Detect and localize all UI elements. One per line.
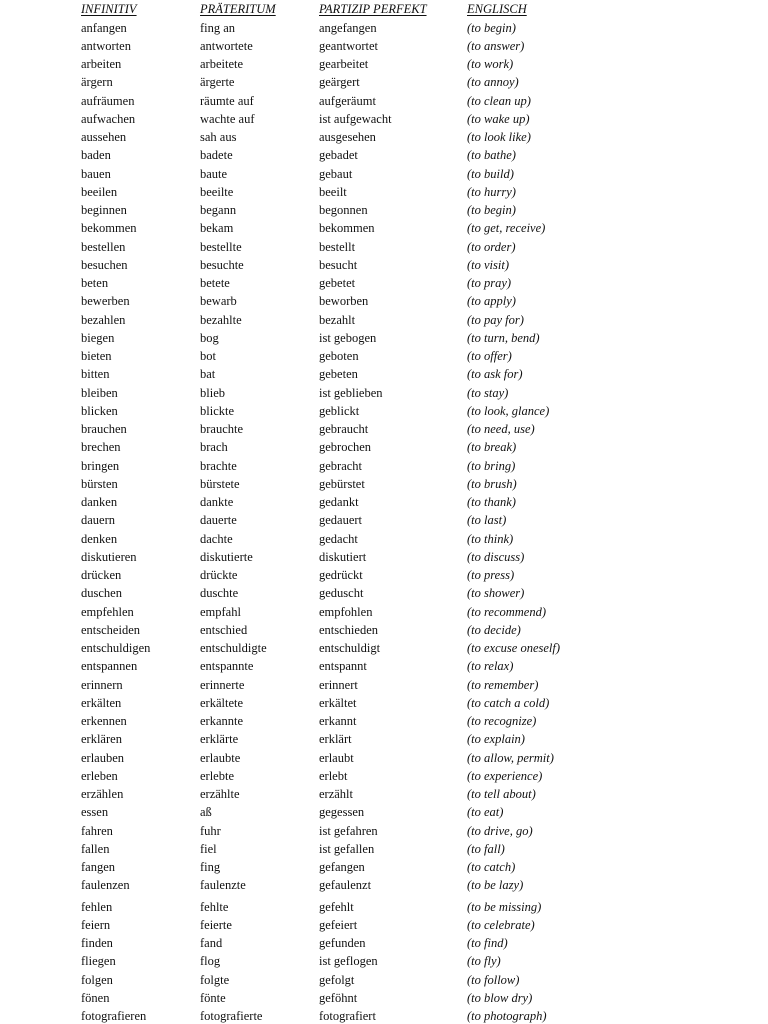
cell-infinitive: bewerben (81, 294, 130, 309)
cell-participle: gefunden (319, 936, 366, 951)
cell-participle: begonnen (319, 203, 368, 218)
cell-preterite: fotografierte (200, 1009, 263, 1024)
cell-preterite: folgte (200, 972, 230, 987)
cell-english: (to clean up) (467, 93, 531, 108)
cell-preterite: bürstete (200, 476, 240, 491)
cell-infinitive: bleiben (81, 385, 118, 400)
table-header (0, 0, 768, 18)
cell-participle: entschieden (319, 622, 379, 637)
cell-preterite: fönte (200, 990, 226, 1005)
cell-preterite: erkannte (200, 714, 244, 729)
cell-preterite: dachte (200, 531, 233, 546)
table-row (0, 311, 768, 329)
cell-english: (to offer) (467, 349, 512, 364)
cell-participle: erkannt (319, 714, 357, 729)
cell-infinitive: bestellen (81, 239, 126, 254)
cell-english: (to apply) (467, 294, 516, 309)
table-row (0, 274, 768, 292)
cell-infinitive: aufwachen (81, 111, 136, 126)
table-row (0, 19, 768, 37)
table-row (0, 347, 768, 365)
table-row (0, 438, 768, 456)
cell-participle: gebrochen (319, 440, 372, 455)
cell-participle: ausgesehen (319, 130, 376, 145)
cell-english: (to look, glance) (467, 403, 550, 418)
cell-participle: gebürstet (319, 476, 365, 491)
cell-preterite: beeilte (200, 184, 234, 199)
cell-participle: gedacht (319, 531, 358, 546)
cell-infinitive: fliegen (81, 954, 116, 969)
cell-participle: erkältet (319, 695, 357, 710)
cell-preterite: begann (200, 203, 237, 218)
table-row (0, 989, 768, 1007)
cell-preterite: diskutierte (200, 549, 253, 564)
cell-english: (to last) (467, 513, 507, 528)
table-row (0, 730, 768, 748)
cell-participle: gedankt (319, 495, 359, 510)
cell-english: (to recognize) (467, 714, 537, 729)
cell-participle: bekommen (319, 221, 375, 236)
cell-participle: erzählt (319, 787, 354, 802)
cell-english: (to order) (467, 239, 516, 254)
cell-english: (to begin) (467, 20, 516, 35)
cell-participle: diskutiert (319, 549, 367, 564)
cell-infinitive: erlauben (81, 750, 125, 765)
cell-english: (to think) (467, 531, 514, 546)
cell-english: (to drive, go) (467, 823, 533, 838)
cell-participle: geduscht (319, 586, 364, 601)
cell-english: (to be missing) (467, 899, 542, 914)
cell-english: (to bring) (467, 458, 516, 473)
cell-infinitive: erklären (81, 732, 122, 747)
cell-participle: aufgeräumt (319, 93, 376, 108)
cell-preterite: bezahlte (200, 312, 242, 327)
cell-infinitive: essen (81, 805, 109, 820)
cell-preterite: erinnerte (200, 677, 245, 692)
table-row (0, 73, 768, 91)
cell-participle: beeilt (319, 184, 347, 199)
cell-preterite: erzählte (200, 787, 240, 802)
table-row (0, 402, 768, 420)
cell-infinitive: faulenzen (81, 878, 130, 893)
cell-english: (to thank) (467, 495, 516, 510)
table-row (0, 55, 768, 73)
cell-infinitive: bekommen (81, 221, 137, 236)
cell-preterite: erklärte (200, 732, 239, 747)
cell-preterite: bog (200, 330, 219, 345)
cell-english: (to allow, permit) (467, 750, 554, 765)
cell-infinitive: bauen (81, 166, 111, 181)
cell-preterite: fing (200, 860, 221, 875)
table-row (0, 803, 768, 821)
table-row (0, 201, 768, 219)
cell-preterite: fiel (200, 841, 217, 856)
cell-participle: ist geflogen (319, 954, 378, 969)
cell-english: (to work) (467, 57, 514, 72)
table-row (0, 749, 768, 767)
cell-english: (to turn, bend) (467, 330, 540, 345)
cell-participle: angefangen (319, 20, 377, 35)
table-row (0, 384, 768, 402)
cell-preterite: brachte (200, 458, 237, 473)
cell-participle: empfohlen (319, 604, 373, 619)
cell-preterite: wachte auf (200, 111, 255, 126)
cell-participle: fotografiert (319, 1009, 376, 1024)
cell-participle: ist geblieben (319, 385, 383, 400)
table-row (0, 767, 768, 785)
cell-participle: entschuldigt (319, 641, 381, 656)
cell-english: (to fly) (467, 954, 501, 969)
cell-english: (to experience) (467, 768, 543, 783)
cell-preterite: ärgerte (200, 75, 235, 90)
cell-infinitive: erleben (81, 768, 118, 783)
cell-infinitive: erinnern (81, 677, 123, 692)
cell-infinitive: dauern (81, 513, 116, 528)
cell-preterite: betete (200, 276, 230, 291)
cell-infinitive: fönen (81, 990, 110, 1005)
cell-preterite: bat (200, 367, 216, 382)
cell-infinitive: fehlen (81, 899, 113, 914)
cell-english: (to catch a cold) (467, 695, 550, 710)
cell-participle: gearbeitet (319, 57, 369, 72)
cell-infinitive: erkälten (81, 695, 122, 710)
cell-english: (to break) (467, 440, 517, 455)
cell-preterite: bot (200, 349, 216, 364)
cell-preterite: entschied (200, 622, 248, 637)
header-english: ENGLISCH (467, 2, 527, 16)
cell-participle: erlebt (319, 768, 348, 783)
cell-english: (to get, receive) (467, 221, 546, 236)
cell-preterite: fuhr (200, 823, 221, 838)
table-row (0, 676, 768, 694)
cell-participle: gebaut (319, 166, 353, 181)
cell-infinitive: blicken (81, 403, 118, 418)
cell-participle: erlaubt (319, 750, 354, 765)
cell-infinitive: diskutieren (81, 549, 137, 564)
cell-english: (to begin) (467, 203, 516, 218)
cell-english: (to stay) (467, 385, 509, 400)
cell-participle: gefaulenzt (319, 878, 372, 893)
table-row (0, 1007, 768, 1024)
cell-infinitive: bieten (81, 349, 112, 364)
cell-english: (to answer) (467, 38, 525, 53)
table-row (0, 566, 768, 584)
cell-english: (to celebrate) (467, 917, 535, 932)
cell-english: (to eat) (467, 805, 504, 820)
cell-participle: geantwortet (319, 38, 379, 53)
cell-preterite: besuchte (200, 257, 244, 272)
cell-infinitive: anfangen (81, 20, 127, 35)
cell-infinitive: entschuldigen (81, 641, 151, 656)
cell-english: (to decide) (467, 622, 521, 637)
table-row (0, 183, 768, 201)
cell-participle: geföhnt (319, 990, 358, 1005)
cell-preterite: drückte (200, 568, 238, 583)
table-row (0, 621, 768, 639)
cell-participle: gebracht (319, 458, 363, 473)
cell-english: (to remember) (467, 677, 539, 692)
cell-english: (to fall) (467, 841, 505, 856)
cell-participle: ist aufgewacht (319, 111, 392, 126)
cell-infinitive: biegen (81, 330, 115, 345)
table-row (0, 840, 768, 858)
cell-preterite: entspannte (200, 659, 254, 674)
cell-preterite: aß (200, 805, 212, 820)
cell-participle: erklärt (319, 732, 352, 747)
cell-preterite: arbeitete (200, 57, 244, 72)
table-row (0, 548, 768, 566)
cell-participle: gebetet (319, 276, 356, 291)
cell-preterite: blieb (200, 385, 225, 400)
table-row (0, 898, 768, 916)
cell-english: (to ask for) (467, 367, 523, 382)
cell-preterite: erlebte (200, 768, 235, 783)
cell-participle: ist gefallen (319, 841, 375, 856)
table-row (0, 329, 768, 347)
table-row (0, 603, 768, 621)
cell-participle: gegessen (319, 805, 365, 820)
cell-preterite: bewarb (200, 294, 237, 309)
table-row (0, 971, 768, 989)
table-row (0, 657, 768, 675)
cell-english: (to follow) (467, 972, 520, 987)
header-preterite: PRÄTERITUM (200, 2, 276, 16)
cell-preterite: bestellte (200, 239, 242, 254)
cell-english: (to annoy) (467, 75, 519, 90)
cell-preterite: brach (200, 440, 228, 455)
table-row (0, 128, 768, 146)
table-row (0, 165, 768, 183)
header-infinitive: INFINITIV (81, 2, 137, 16)
table-row (0, 712, 768, 730)
cell-english: (to pay for) (467, 312, 524, 327)
table-row (0, 457, 768, 475)
cell-infinitive: beginnen (81, 203, 127, 218)
cell-preterite: erkältete (200, 695, 244, 710)
cell-preterite: räumte auf (200, 93, 254, 108)
table-row (0, 365, 768, 383)
table-row (0, 584, 768, 602)
table-row (0, 256, 768, 274)
cell-infinitive: bringen (81, 458, 120, 473)
table-row (0, 219, 768, 237)
cell-participle: erinnert (319, 677, 358, 692)
cell-infinitive: aufräumen (81, 93, 135, 108)
table-row (0, 110, 768, 128)
table-row (0, 530, 768, 548)
cell-infinitive: antworten (81, 38, 131, 53)
cell-english: (to brush) (467, 476, 517, 491)
cell-preterite: empfahl (200, 604, 241, 619)
table-row (0, 876, 768, 894)
table-row (0, 146, 768, 164)
cell-infinitive: folgen (81, 972, 113, 987)
cell-infinitive: baden (81, 148, 111, 163)
table-row (0, 511, 768, 529)
cell-english: (to find) (467, 936, 508, 951)
cell-infinitive: erkennen (81, 714, 127, 729)
cell-infinitive: beten (81, 276, 109, 291)
table-row (0, 952, 768, 970)
cell-infinitive: ärgern (81, 75, 113, 90)
cell-preterite: badete (200, 148, 233, 163)
cell-preterite: flog (200, 954, 221, 969)
cell-preterite: fehlte (200, 899, 229, 914)
cell-english: (to catch) (467, 860, 516, 875)
cell-infinitive: fotografieren (81, 1009, 147, 1024)
cell-preterite: erlaubte (200, 750, 241, 765)
cell-preterite: antwortete (200, 38, 253, 53)
cell-preterite: sah aus (200, 130, 237, 145)
cell-infinitive: besuchen (81, 257, 128, 272)
cell-infinitive: brechen (81, 440, 121, 455)
table-row (0, 858, 768, 876)
cell-english: (to blow dry) (467, 990, 533, 1005)
cell-participle: gebadet (319, 148, 358, 163)
cell-infinitive: entscheiden (81, 622, 141, 637)
cell-english: (to need, use) (467, 422, 535, 437)
cell-english: (to shower) (467, 586, 525, 601)
cell-infinitive: fallen (81, 841, 110, 856)
cell-participle: geärgert (319, 75, 360, 90)
table-row (0, 822, 768, 840)
cell-infinitive: denken (81, 531, 118, 546)
cell-infinitive: erzählen (81, 787, 124, 802)
cell-preterite: feierte (200, 917, 232, 932)
cell-participle: bezahlt (319, 312, 356, 327)
cell-infinitive: brauchen (81, 422, 127, 437)
cell-participle: ist gefahren (319, 823, 378, 838)
cell-english: (to photograph) (467, 1009, 547, 1024)
table-row (0, 916, 768, 934)
cell-participle: geboten (319, 349, 359, 364)
cell-participle: gefehlt (319, 899, 354, 914)
cell-infinitive: beeilen (81, 184, 118, 199)
cell-infinitive: aussehen (81, 130, 127, 145)
cell-infinitive: arbeiten (81, 57, 122, 72)
cell-infinitive: danken (81, 495, 118, 510)
cell-english: (to explain) (467, 732, 525, 747)
table-row (0, 92, 768, 110)
cell-english: (to discuss) (467, 549, 525, 564)
table-row (0, 292, 768, 310)
cell-english: (to wake up) (467, 111, 530, 126)
cell-participle: gefangen (319, 860, 365, 875)
cell-english: (to press) (467, 568, 515, 583)
cell-participle: geblickt (319, 403, 360, 418)
cell-preterite: blickte (200, 403, 235, 418)
cell-participle: gebraucht (319, 422, 369, 437)
table-row (0, 420, 768, 438)
cell-participle: besucht (319, 257, 358, 272)
table-row (0, 238, 768, 256)
cell-infinitive: duschen (81, 586, 122, 601)
cell-english: (to build) (467, 166, 514, 181)
cell-english: (to tell about) (467, 787, 536, 802)
cell-preterite: entschuldigte (200, 641, 267, 656)
cell-participle: gefolgt (319, 972, 355, 987)
cell-infinitive: entspannen (81, 659, 138, 674)
table-row (0, 694, 768, 712)
table-row (0, 785, 768, 803)
cell-preterite: duschte (200, 586, 239, 601)
header-participle: PARTIZIP PERFEKT (319, 2, 427, 16)
cell-preterite: fand (200, 936, 223, 951)
cell-english: (to pray) (467, 276, 512, 291)
cell-participle: gedrückt (319, 568, 363, 583)
cell-participle: gebeten (319, 367, 358, 382)
cell-participle: beworben (319, 294, 369, 309)
table-row (0, 475, 768, 493)
cell-preterite: dauerte (200, 513, 237, 528)
cell-participle: gedauert (319, 513, 363, 528)
table-row (0, 37, 768, 55)
cell-infinitive: finden (81, 936, 113, 951)
cell-infinitive: empfehlen (81, 604, 134, 619)
cell-english: (to visit) (467, 257, 510, 272)
cell-infinitive: bitten (81, 367, 110, 382)
cell-infinitive: fangen (81, 860, 116, 875)
cell-participle: entspannt (319, 659, 367, 674)
cell-english: (to look like) (467, 130, 531, 145)
table-row (0, 493, 768, 511)
cell-infinitive: drücken (81, 568, 122, 583)
cell-english: (to bathe) (467, 148, 516, 163)
cell-english: (to be lazy) (467, 878, 524, 893)
cell-participle: ist gebogen (319, 330, 377, 345)
cell-preterite: brauchte (200, 422, 244, 437)
cell-english: (to relax) (467, 659, 514, 674)
cell-infinitive: fahren (81, 823, 113, 838)
cell-english: (to hurry) (467, 184, 516, 199)
table-row (0, 934, 768, 952)
cell-preterite: dankte (200, 495, 234, 510)
cell-english: (to excuse oneself) (467, 641, 561, 656)
cell-infinitive: bezahlen (81, 312, 126, 327)
cell-participle: gefeiert (319, 917, 358, 932)
cell-infinitive: feiern (81, 917, 111, 932)
cell-participle: bestellt (319, 239, 356, 254)
cell-preterite: bekam (200, 221, 234, 236)
cell-infinitive: bürsten (81, 476, 118, 491)
cell-preterite: faulenzte (200, 878, 246, 893)
cell-preterite: fing an (200, 20, 236, 35)
table-row (0, 639, 768, 657)
cell-preterite: baute (200, 166, 228, 181)
cell-english: (to recommend) (467, 604, 547, 619)
